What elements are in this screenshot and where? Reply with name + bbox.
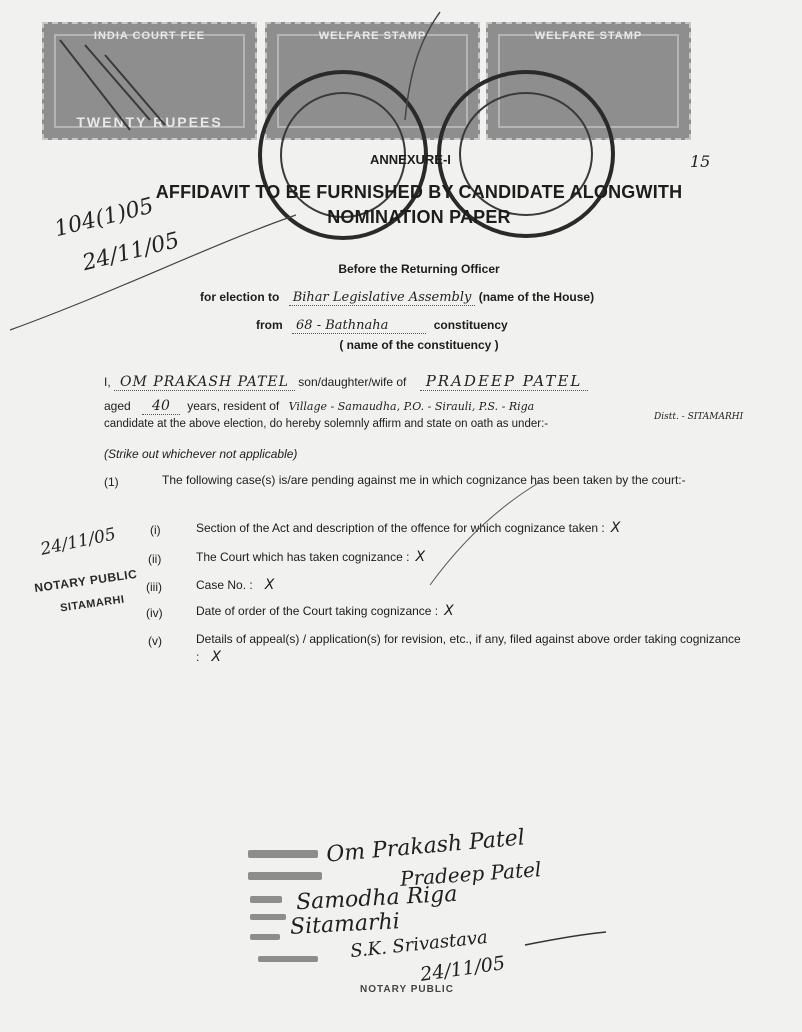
cross-mark: X — [211, 649, 221, 665]
notary-stamp-line1: NOTARY PUBLIC — [33, 566, 139, 596]
stamp-value-text: TWENTY RUPEES — [76, 114, 223, 130]
election-prefix: for election to — [200, 290, 280, 304]
page-number: 15 — [690, 152, 711, 171]
subitem-number: (v) — [148, 634, 162, 648]
subitem-text: The Court which has taken cognizance : — [196, 550, 410, 564]
constituency-note: ( name of the constituency ) — [339, 338, 499, 352]
relation-label: son/daughter/wife of — [298, 375, 407, 389]
age-value: 40 — [142, 398, 180, 415]
district-value: Distt. - SITAMARHI — [654, 412, 744, 422]
cross-mark: X — [444, 603, 454, 619]
signature-district: Sitamarhi — [289, 909, 401, 940]
item-text: The following case(s) is/are pending against me in which cognizance has been taken by the court:- — [162, 473, 686, 487]
margin-note-number: 104(1)05 — [52, 193, 157, 243]
constituency-prefix: from — [256, 318, 283, 332]
aged-label: aged — [104, 399, 131, 413]
stamp-top-text: WELFARE STAMP — [318, 30, 427, 42]
address-value: Village - Samaudha, P.O. - Sirauli, P.S. - Riga — [288, 400, 535, 413]
notary-footer-stamp: NOTARY PUBLIC — [360, 984, 454, 995]
signature-father: Pradeep Patel — [399, 857, 542, 891]
parent-name: PRADEEP PATEL — [420, 372, 589, 391]
stamp-top-text: WELFARE STAMP — [534, 30, 643, 42]
declarant-prefix: I, — [104, 375, 111, 389]
attesting-signature: S.K. Srivastava — [349, 926, 489, 963]
subitem-number: (i) — [150, 523, 161, 537]
signature-village: Samodha Riga — [295, 881, 459, 916]
constituency-value: 68 - Bathnaha — [292, 318, 426, 334]
subitem-number: (iv) — [146, 606, 163, 620]
annexure-label: ANNEXURE-I — [370, 152, 451, 167]
cross-mark: X — [415, 549, 426, 565]
notary-initials: 24/11/05 — [38, 524, 118, 560]
subitem-text: Case No. : — [196, 578, 253, 592]
cross-mark: X — [610, 520, 621, 536]
constituency-suffix: constituency — [433, 318, 508, 332]
signature-name: Om Prakash Patel — [325, 825, 526, 868]
election-house-value: Bihar Legislative Assembly — [289, 290, 476, 306]
strike-note: (Strike out whichever not applicable) — [104, 447, 298, 461]
subitem-number: (ii) — [148, 552, 162, 566]
resident-label: years, resident of — [187, 399, 280, 413]
notary-stamp-line2: SITAMARHI — [59, 593, 126, 615]
affidavit-title-line2: NOMINATION PAPER — [327, 207, 511, 227]
subitem-text: Details of appeal(s) / application(s) for revision, etc., if any, filed against above order taking cognizance : — [196, 632, 741, 664]
subitem-number: (iii) — [146, 580, 162, 594]
cross-mark: X — [264, 577, 275, 593]
election-suffix: (name of the House) — [478, 290, 595, 304]
declaration-closing: candidate at the above election, do hereby solemnly affirm and state on oath as under:- — [104, 418, 549, 430]
before-officer: Before the Returning Officer — [338, 262, 500, 276]
attest-date: 24/11/05 — [418, 952, 507, 986]
declarant-name: OM PRAKASH PATEL — [114, 374, 295, 391]
item-number: (1) — [104, 475, 119, 489]
subitem-text: Date of order of the Court taking cognizance : — [196, 604, 439, 618]
stamp-top-text: INDIA COURT FEE — [93, 30, 206, 42]
subitem-text: Section of the Act and description of the offence for which cognizance taken : — [196, 521, 605, 535]
margin-note-date: 24/11/05 — [80, 228, 182, 277]
affidavit-title-line1: AFFIDAVIT TO BE FURNISHED BY CANDIDATE ALONGWITH — [155, 182, 683, 202]
